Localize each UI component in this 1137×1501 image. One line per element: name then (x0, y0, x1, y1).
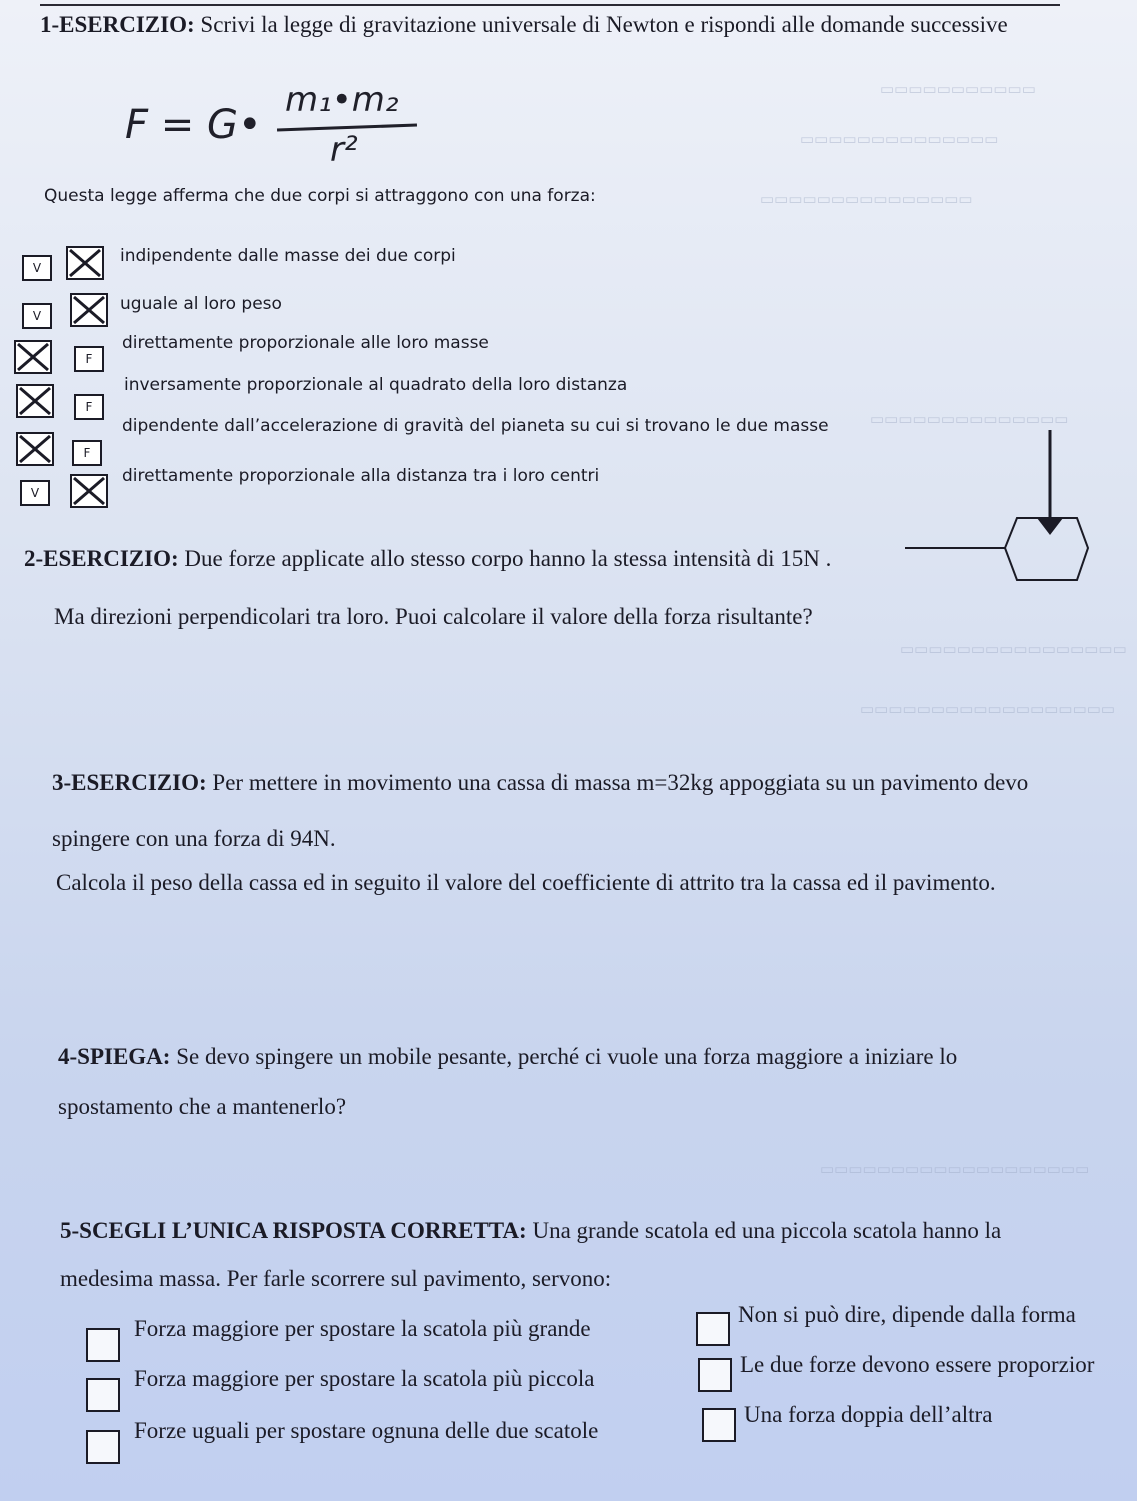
ex5-line2: medesima massa. Per farle scorrere sul pavimento, servono: (60, 1266, 612, 1291)
cross-mark-icon (72, 476, 106, 506)
option-checkbox[interactable] (702, 1408, 736, 1442)
ex1-heading: 1-ESERCIZIO: (40, 12, 195, 37)
option-label: Non si può dire, dipende dalla forma (738, 1302, 1076, 1327)
ex3-line2: spingere con una forza di 94N. (52, 826, 336, 851)
option-label: Forza maggiore per spostare la scatola più piccola (134, 1366, 595, 1391)
ex3-text-line1: Per mettere in movimento una cassa di massa m=32kg appoggiata su un pavimento devo (212, 770, 1029, 795)
false-box-crossed[interactable] (70, 474, 108, 508)
option-checkbox[interactable] (698, 1358, 732, 1392)
true-box-crossed[interactable] (14, 340, 52, 374)
false-box[interactable] (74, 394, 104, 420)
formula-numerator: m₁•m₂ (285, 80, 399, 120)
option-checkbox[interactable] (86, 1430, 120, 1464)
true-label: V (32, 309, 42, 323)
false-box-crossed[interactable] (70, 293, 108, 327)
ex5-heading: 5-SCEGLI L’UNICA RISPOSTA CORRETTA: (60, 1218, 527, 1243)
true-box-crossed[interactable] (16, 432, 54, 466)
ex1-item-text: indipendente dalle masse dei due corpi (120, 246, 456, 266)
ex5-text-line1: Una grande scatola ed una piccola scatola hanno la (532, 1218, 1002, 1243)
ex1-item-text: dipendente dall’accelerazione di gravità del pianeta su cui si trovano le due masse (122, 416, 829, 436)
false-box[interactable] (72, 440, 102, 466)
option-checkbox[interactable] (86, 1378, 120, 1412)
true-box[interactable] (20, 480, 50, 506)
cross-mark-icon (18, 386, 52, 416)
option-label: Forze uguali per spostare ognuna delle due scatole (134, 1418, 599, 1443)
cross-mark-icon (72, 295, 106, 325)
true-box-crossed[interactable] (16, 384, 54, 418)
ex1-item-text: direttamente proporzionale alla distanza tra i loro centri (122, 466, 600, 486)
cross-mark-icon (68, 248, 102, 278)
true-box[interactable] (22, 255, 52, 281)
true-label: V (32, 261, 42, 275)
ex1-item-text: inversamente proporzionale al quadrato della loro distanza (124, 375, 628, 395)
option-label: Le due forze devono essere proporzior (740, 1352, 1095, 1377)
ex2-line2: Ma direzioni perpendicolari tra loro. Puoi calcolare il valore della forza risultante? (54, 604, 813, 629)
hexagon-force-diagram (905, 420, 1095, 585)
show-through-text: ▭▭▭▭▭▭▭▭▭▭▭▭▭▭▭ (760, 191, 973, 208)
cross-mark-icon (18, 434, 52, 464)
ex4-line2: spostamento che a mantenerlo? (58, 1094, 347, 1119)
option-checkbox[interactable] (696, 1312, 730, 1346)
ex1-text: Scrivi la legge di gravitazione universale di Newton e rispondi alle domande successive (200, 12, 1008, 37)
ex5-line1 (60, 1218, 1001, 1244)
true-label: V (30, 486, 40, 500)
ex1-prompt: Questa legge afferma che due corpi si attraggono con una forza: (44, 186, 596, 206)
true-box[interactable] (22, 303, 52, 329)
show-through-text: ▭▭▭▭▭▭▭▭▭▭▭▭▭▭▭▭▭▭▭ (820, 1161, 1090, 1178)
ex4-line1 (58, 1044, 957, 1070)
show-through-text: ▭▭▭▭▭▭▭▭▭▭▭▭▭▭▭▭ (900, 641, 1127, 658)
false-label: F (83, 446, 91, 460)
false-box-crossed[interactable] (66, 246, 104, 280)
show-through-text: ▭▭▭▭▭▭▭▭▭▭▭ (880, 81, 1036, 98)
formula-denominator: r² (330, 130, 358, 170)
ex3-line1 (52, 770, 1028, 796)
ex2-line1 (24, 546, 831, 572)
ex3-line3: Calcola il peso della cassa ed in seguito il valore del coefficiente di attrito tra la cassa ed il pavimento. (56, 870, 996, 895)
show-through-text: ▭▭▭▭▭▭▭▭▭▭▭▭▭▭ (800, 131, 999, 148)
ex4-text-line1: Se devo spingere un mobile pesante, perché ci vuole una forza maggiore a iniziare lo (176, 1044, 958, 1069)
ex1-item-text: direttamente proporzionale alle loro masse (122, 333, 489, 353)
cross-mark-icon (16, 342, 50, 372)
show-through-text: ▭▭▭▭▭▭▭▭▭▭▭▭▭▭ (870, 411, 1069, 428)
top-rule (40, 4, 1060, 6)
ex2-text-line1: Due forze applicate allo stesso corpo hanno la stessa intensità di 15N . (184, 546, 832, 571)
option-label: Forza maggiore per spostare la scatola più grande (134, 1316, 591, 1341)
ex4-heading: 4-SPIEGA: (58, 1044, 171, 1069)
ex1-statement (40, 12, 1008, 38)
show-through-text: ▭▭▭▭▭▭▭▭▭▭▭▭▭▭▭▭▭▭ (860, 701, 1116, 718)
false-box[interactable] (74, 346, 104, 372)
option-label: Una forza doppia dell’altra (744, 1402, 993, 1427)
formula-lhs: F = G• (125, 102, 262, 148)
false-label: F (85, 400, 93, 414)
ex1-item-text: uguale al loro peso (120, 294, 282, 314)
false-label: F (85, 352, 93, 366)
ex3-heading: 3-ESERCIZIO: (52, 770, 207, 795)
option-checkbox[interactable] (86, 1328, 120, 1362)
ex2-heading: 2-ESERCIZIO: (24, 546, 179, 571)
